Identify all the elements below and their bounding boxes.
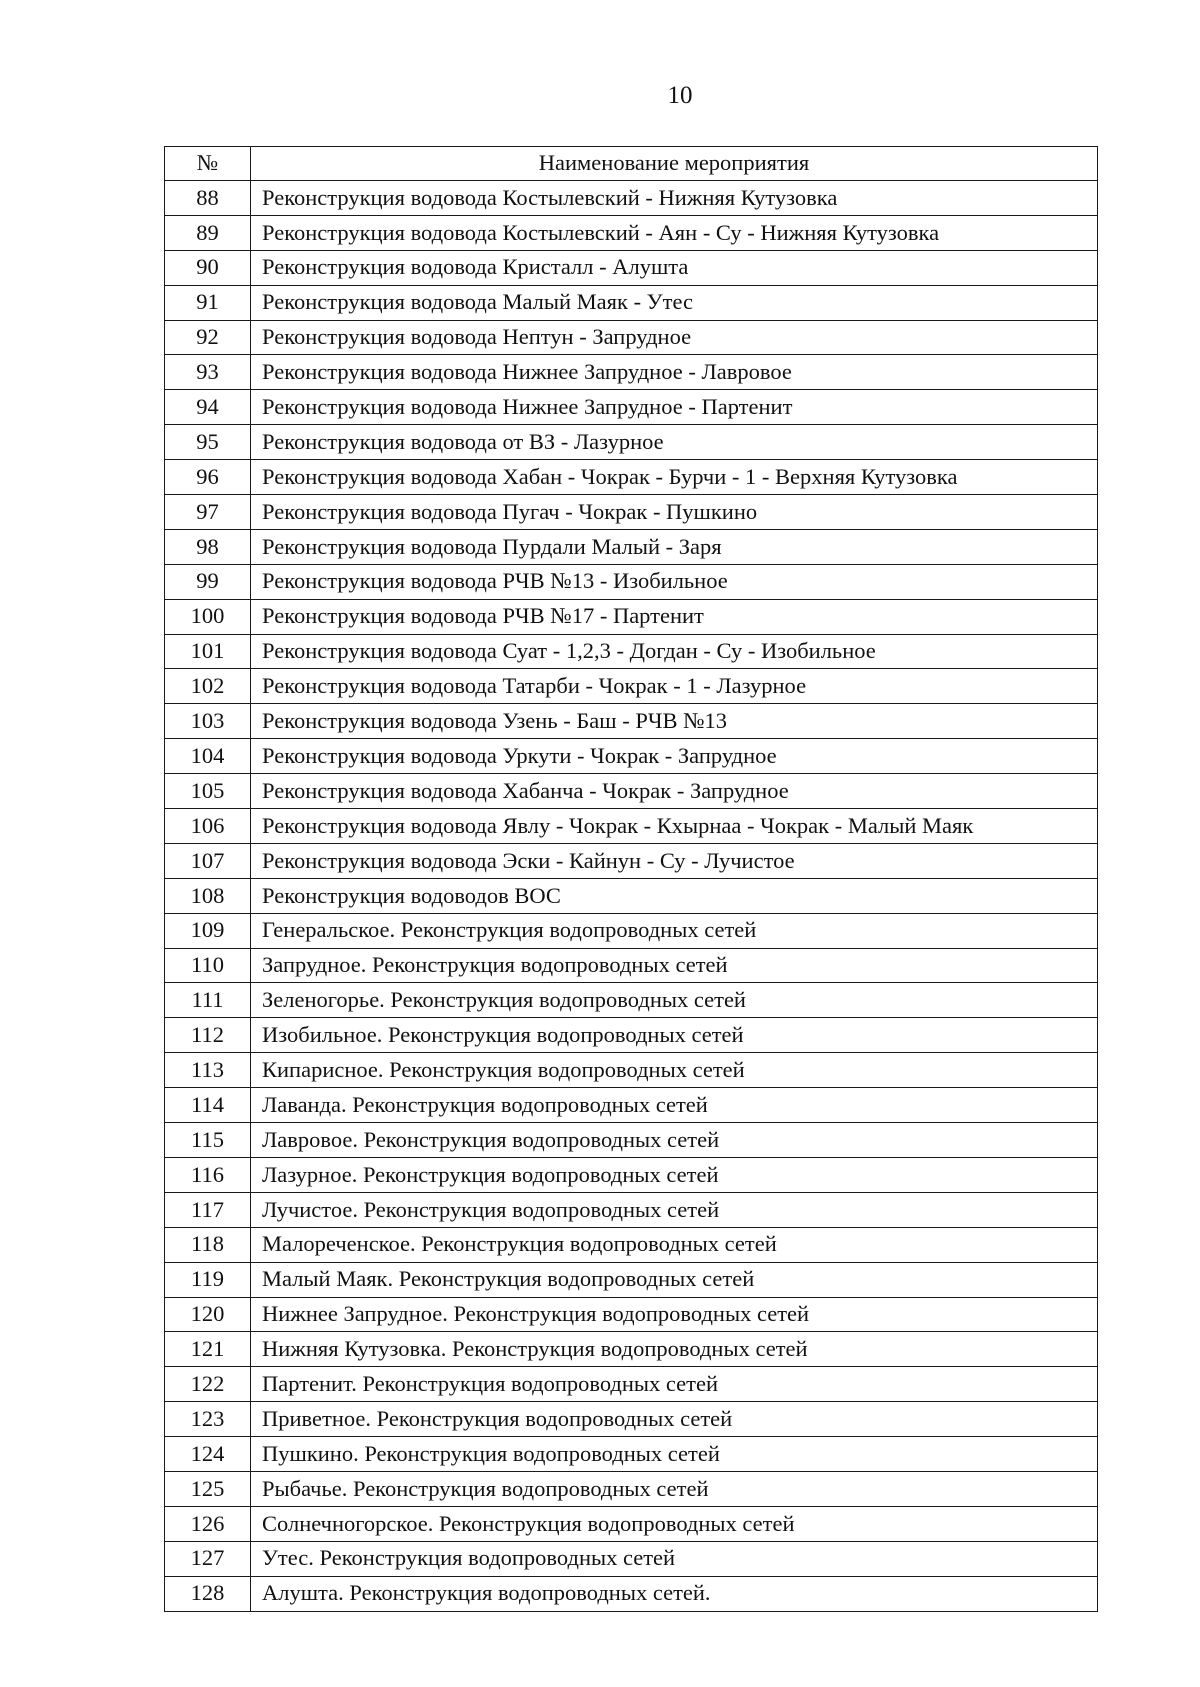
row-name: Утес. Реконструкция водопроводных сетей (251, 1541, 1098, 1576)
table-row (165, 460, 1098, 495)
row-number: 124 (165, 1437, 251, 1472)
row-number: 110 (165, 948, 251, 983)
row-name: Партенит. Реконструкция водопроводных сетей (251, 1367, 1098, 1402)
table-row (165, 809, 1098, 844)
table-row (165, 320, 1098, 355)
row-name: Запрудное. Реконструкция водопроводных сетей (251, 948, 1098, 983)
row-number: 121 (165, 1332, 251, 1367)
table-row (165, 1192, 1098, 1227)
row-number: 112 (165, 1018, 251, 1053)
row-name: Реконструкция водовода Нижнее Запрудное - Лавровое (251, 355, 1098, 390)
row-number: 98 (165, 529, 251, 564)
row-name: Лазурное. Реконструкция водопроводных сетей (251, 1157, 1098, 1192)
row-number: 97 (165, 495, 251, 530)
row-name: Реконструкция водовода Нижнее Запрудное - Партенит (251, 390, 1098, 425)
row-number: 105 (165, 774, 251, 809)
table-row (165, 1018, 1098, 1053)
table-row (165, 774, 1098, 809)
table-row (165, 1576, 1098, 1611)
row-number: 94 (165, 390, 251, 425)
row-name: Пушкино. Реконструкция водопроводных сетей (251, 1437, 1098, 1472)
row-number: 91 (165, 285, 251, 320)
table-row (165, 355, 1098, 390)
row-name: Лавровое. Реконструкция водопроводных сетей (251, 1123, 1098, 1158)
row-name: Реконструкция водовода Нептун - Запрудное (251, 320, 1098, 355)
row-number: 126 (165, 1506, 251, 1541)
header-number: № (165, 147, 251, 181)
row-number: 122 (165, 1367, 251, 1402)
row-number: 92 (165, 320, 251, 355)
row-name: Реконструкция водоводов ВОС (251, 878, 1098, 913)
row-number: 128 (165, 1576, 251, 1611)
table-row (165, 425, 1098, 460)
page-number: 10 (667, 82, 693, 109)
row-number: 95 (165, 425, 251, 460)
table-row (165, 564, 1098, 599)
table-row (165, 1332, 1098, 1367)
row-number: 99 (165, 564, 251, 599)
measures-table (164, 146, 1098, 1612)
row-number: 114 (165, 1088, 251, 1123)
row-name: Кипарисное. Реконструкция водопроводных сетей (251, 1053, 1098, 1088)
row-name: Реконструкция водовода Пугач - Чокрак - Пушкино (251, 495, 1098, 530)
row-name: Нижняя Кутузовка. Реконструкция водопроводных сетей (251, 1332, 1098, 1367)
row-number: 108 (165, 878, 251, 913)
row-name: Реконструкция водовода Хабан - Чокрак - Бурчи - 1 - Верхняя Кутузовка (251, 460, 1098, 495)
header-row (165, 147, 1098, 181)
row-name: Изобильное. Реконструкция водопроводных сетей (251, 1018, 1098, 1053)
row-name: Приветное. Реконструкция водопроводных сетей (251, 1402, 1098, 1437)
row-name: Лаванда. Реконструкция водопроводных сетей (251, 1088, 1098, 1123)
table-row (165, 669, 1098, 704)
row-number: 115 (165, 1123, 251, 1158)
table-row (165, 1262, 1098, 1297)
table-row (165, 739, 1098, 774)
row-name: Реконструкция водовода Уркути - Чокрак - Запрудное (251, 739, 1098, 774)
row-name: Генеральское. Реконструкция водопроводных сетей (251, 913, 1098, 948)
row-number: 119 (165, 1262, 251, 1297)
row-name: Солнечногорское. Реконструкция водопроводных сетей (251, 1506, 1098, 1541)
row-name: Реконструкция водовода Хабанча - Чокрак - Запрудное (251, 774, 1098, 809)
row-name: Реконструкция водовода от ВЗ - Лазурное (251, 425, 1098, 460)
row-name: Нижнее Запрудное. Реконструкция водопроводных сетей (251, 1297, 1098, 1332)
row-number: 101 (165, 634, 251, 669)
row-name: Рыбачье. Реконструкция водопроводных сетей (251, 1471, 1098, 1506)
row-number: 111 (165, 983, 251, 1018)
row-number: 103 (165, 704, 251, 739)
row-number: 109 (165, 913, 251, 948)
row-number: 88 (165, 181, 251, 216)
table-row (165, 1088, 1098, 1123)
table-row (165, 1297, 1098, 1332)
table-row (165, 1437, 1098, 1472)
table-row (165, 913, 1098, 948)
row-name: Реконструкция водовода Костылевский - Нижняя Кутузовка (251, 181, 1098, 216)
row-name: Малореченское. Реконструкция водопроводных сетей (251, 1227, 1098, 1262)
table-row (165, 704, 1098, 739)
row-name: Реконструкция водовода Малый Маяк - Утес (251, 285, 1098, 320)
row-name: Реконструкция водовода Пурдали Малый - Заря (251, 529, 1098, 564)
row-number: 90 (165, 250, 251, 285)
table-row (165, 250, 1098, 285)
table-row (165, 983, 1098, 1018)
table-header (165, 147, 1098, 181)
table-row (165, 390, 1098, 425)
row-name: Реконструкция водовода Татарби - Чокрак - 1 - Лазурное (251, 669, 1098, 704)
row-number: 93 (165, 355, 251, 390)
row-number: 120 (165, 1297, 251, 1332)
row-number: 123 (165, 1402, 251, 1437)
table-row (165, 215, 1098, 250)
row-number: 107 (165, 843, 251, 878)
table-row (165, 1402, 1098, 1437)
row-number: 113 (165, 1053, 251, 1088)
row-number: 127 (165, 1541, 251, 1576)
table-row (165, 843, 1098, 878)
table-row (165, 181, 1098, 216)
table-row (165, 1471, 1098, 1506)
row-name: Реконструкция водовода Суат - 1,2,3 - Догдан - Су - Изобильное (251, 634, 1098, 669)
table-row (165, 285, 1098, 320)
table-row (165, 1123, 1098, 1158)
row-name: Зеленогорье. Реконструкция водопроводных сетей (251, 983, 1098, 1018)
row-number: 125 (165, 1471, 251, 1506)
table-row (165, 1367, 1098, 1402)
row-number: 96 (165, 460, 251, 495)
row-name: Реконструкция водовода РЧВ №17 - Партенит (251, 599, 1098, 634)
table-row (165, 1227, 1098, 1262)
row-name: Малый Маяк. Реконструкция водопроводных сетей (251, 1262, 1098, 1297)
row-name: Реконструкция водовода Кристалл - Алушта (251, 250, 1098, 285)
row-name: Реконструкция водовода Костылевский - Аян - Су - Нижняя Кутузовка (251, 215, 1098, 250)
row-name: Лучистое. Реконструкция водопроводных сетей (251, 1192, 1098, 1227)
row-name: Алушта. Реконструкция водопроводных сетей. (251, 1576, 1098, 1611)
table-row (165, 1541, 1098, 1576)
row-name: Реконструкция водовода Узень - Баш - РЧВ №13 (251, 704, 1098, 739)
row-number: 100 (165, 599, 251, 634)
table-row (165, 495, 1098, 530)
row-name: Реконструкция водовода Эски - Кайнун - Су - Лучистое (251, 843, 1098, 878)
row-number: 106 (165, 809, 251, 844)
header-name: Наименование мероприятия (251, 147, 1098, 181)
table-row (165, 634, 1098, 669)
row-name: Реконструкция водовода РЧВ №13 - Изобильное (251, 564, 1098, 599)
table-row (165, 1053, 1098, 1088)
table-row (165, 1506, 1098, 1541)
table-body (165, 181, 1098, 1612)
table-row (165, 948, 1098, 983)
row-number: 118 (165, 1227, 251, 1262)
row-number: 117 (165, 1192, 251, 1227)
table-row (165, 529, 1098, 564)
row-number: 102 (165, 669, 251, 704)
table-row (165, 878, 1098, 913)
row-number: 104 (165, 739, 251, 774)
table-row (165, 1157, 1098, 1192)
row-number: 116 (165, 1157, 251, 1192)
row-name: Реконструкция водовода Явлу - Чокрак - Кхырнаа - Чокрак - Малый Маяк (251, 809, 1098, 844)
row-number: 89 (165, 215, 251, 250)
table-row (165, 599, 1098, 634)
